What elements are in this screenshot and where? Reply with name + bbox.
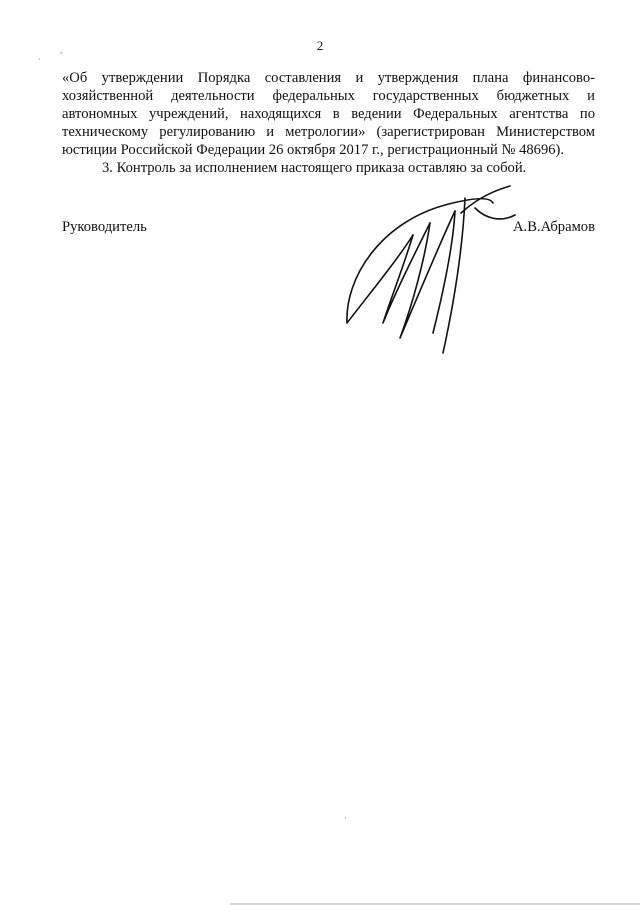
scan-speck: `: [38, 57, 41, 67]
signatory-name: А.В.Абрамов: [513, 219, 595, 235]
scan-speck: ,: [60, 45, 63, 55]
scan-speck: ·: [344, 813, 347, 823]
body-paragraph-continuation: «Об утверждении Порядка составления и утверждения плана финансово-хозяйственной деятельности федеральных государственных бюджетных и автономных учреждений, находящихся в ведении Федеральных агентства по техническому регулированию и метрологии» (зарегистрирован Министерством юстиции Российской Федерации 26 октября 2017 г., регистрационный № 48696).: [62, 70, 595, 158]
handwritten-signature: [325, 183, 535, 358]
signatory-position: Руководитель: [62, 219, 147, 235]
body-paragraph-item-3: 3. Контроль за исполнением настоящего приказа оставляю за собой.: [102, 160, 527, 176]
page-number: 2: [316, 38, 324, 53]
